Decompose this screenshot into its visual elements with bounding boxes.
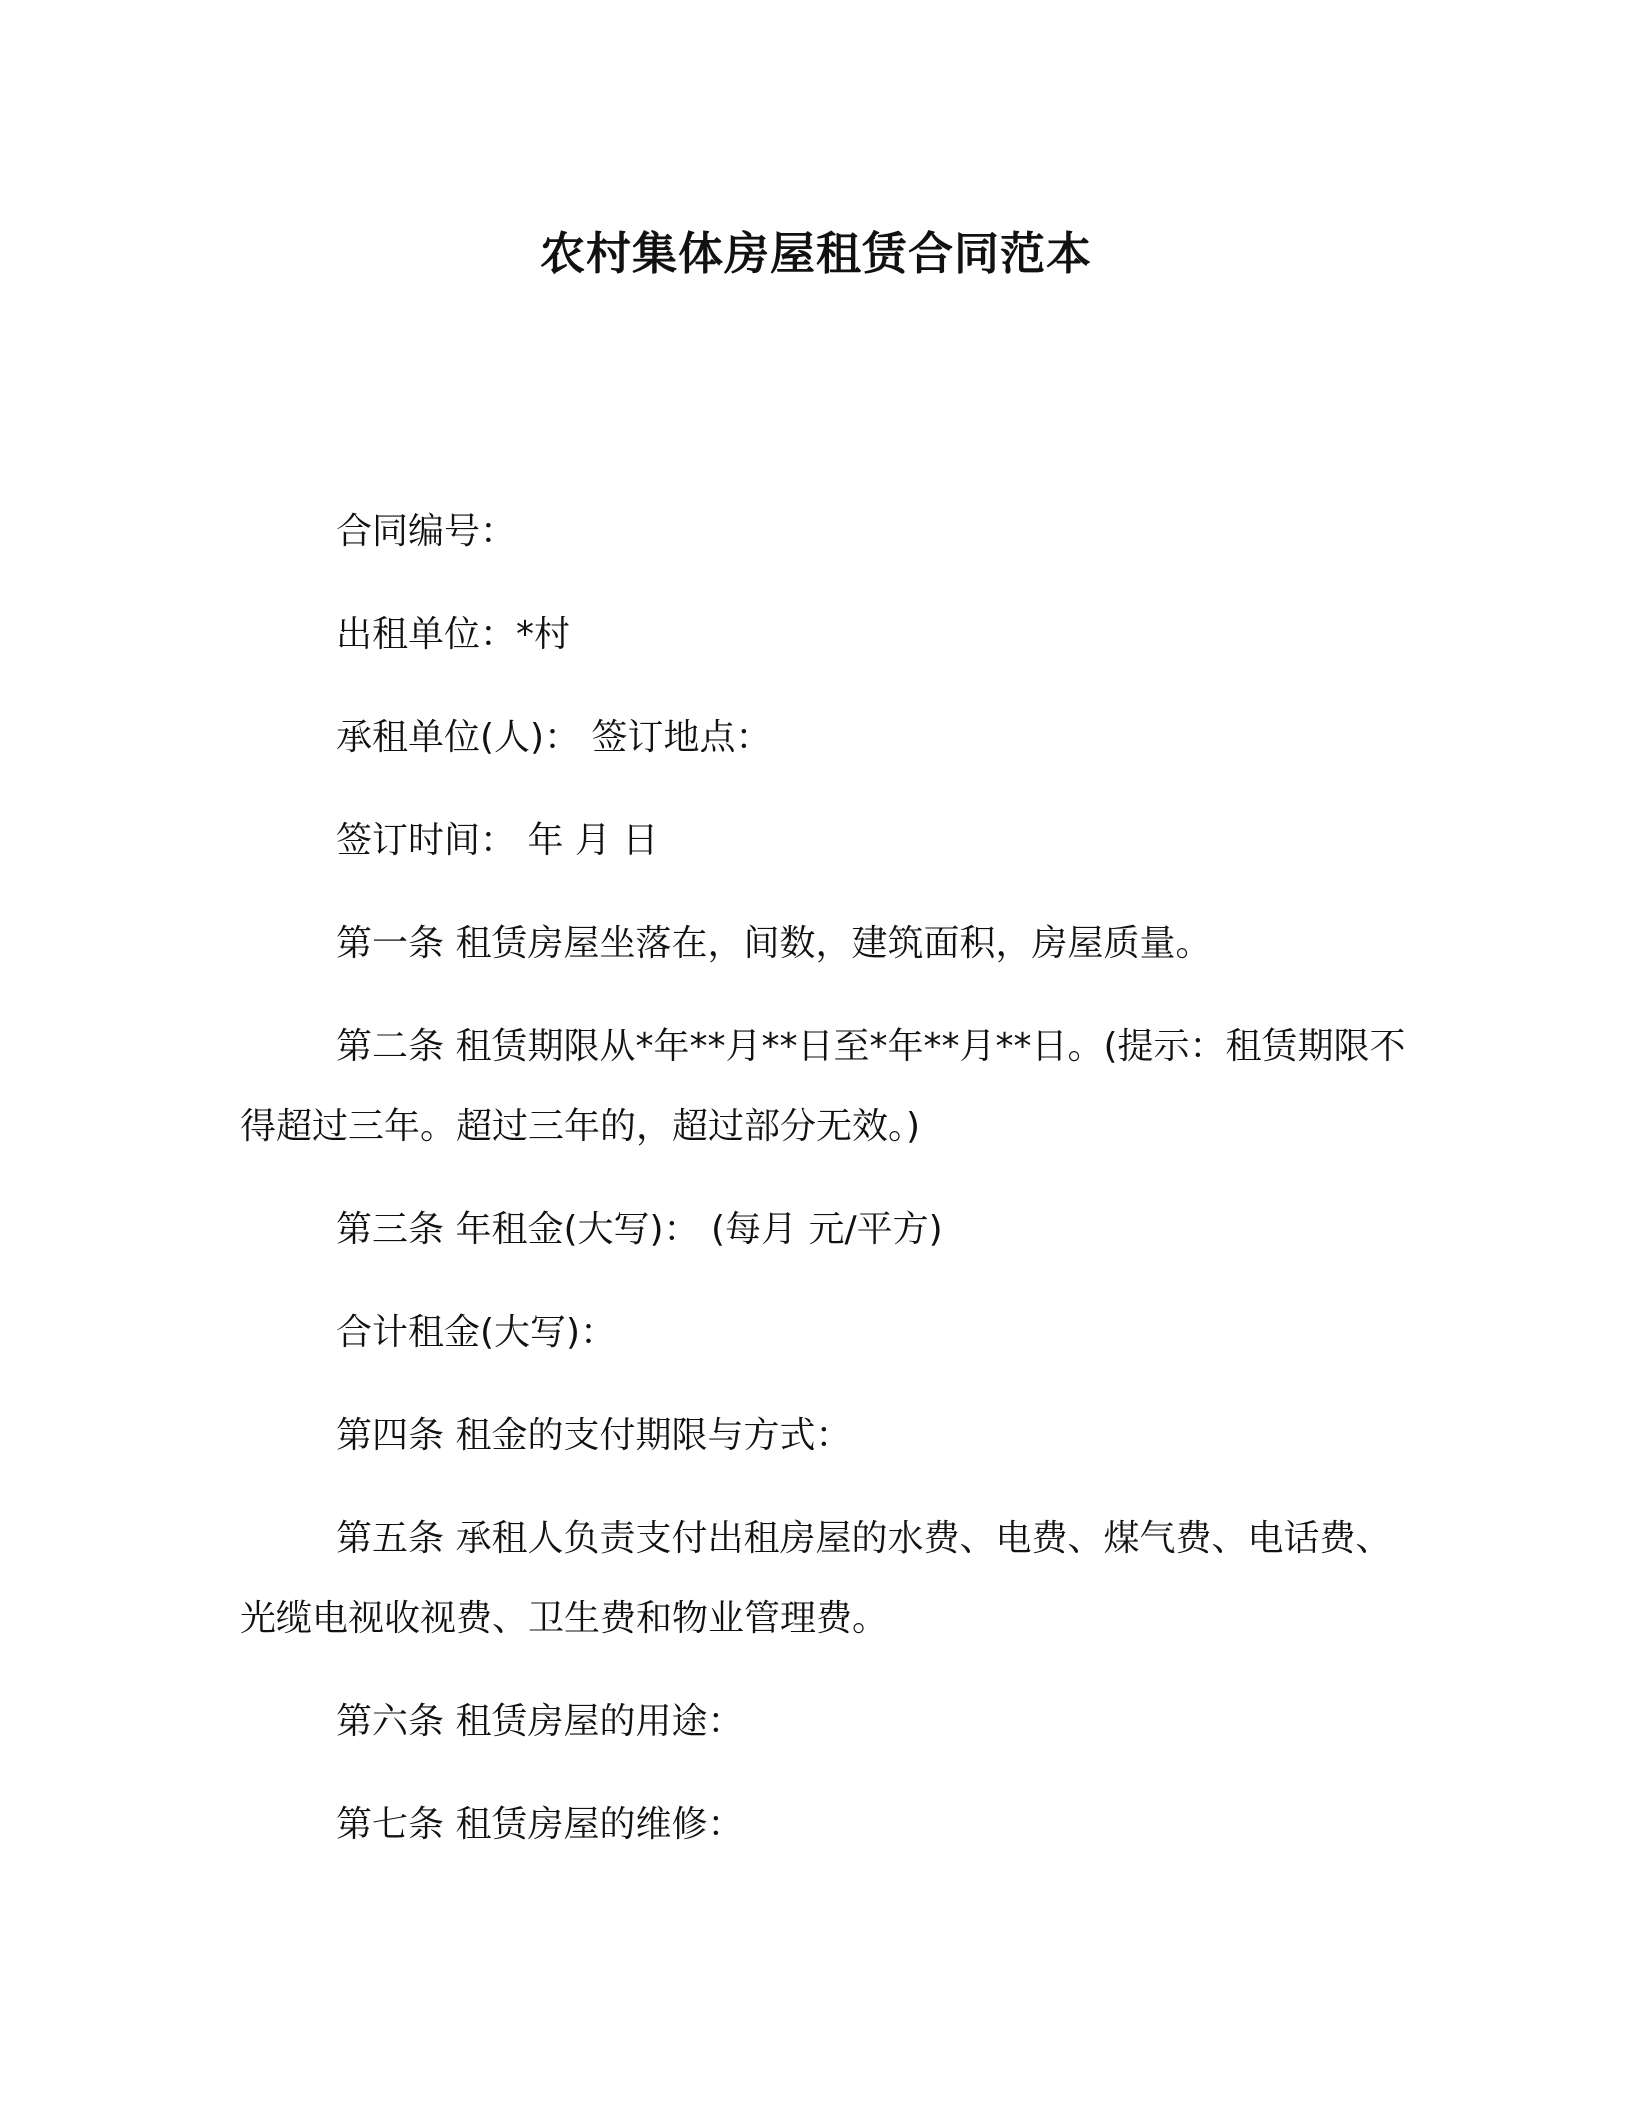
lessee-and-place-line: 承租单位(人)： 签订地点：: [336, 717, 772, 758]
article-1: 第一条 租赁房屋坐落在，间数，建筑面积，房屋质量。: [336, 923, 1212, 964]
article-3: 第三条 年租金(大写)： (每月 元/平方): [336, 1209, 943, 1250]
article-7: 第七条 租赁房屋的维修：: [336, 1804, 744, 1845]
document-title: 农村集体房屋租赁合同范本: [539, 227, 1092, 280]
article-5: 第五条 承租人负责支付出租房屋的水费、电费、煤气费、电话费、光缆电视收视费、卫生费和物业管理费。: [240, 1518, 1392, 1639]
contract-number-line: 合同编号：: [336, 511, 517, 552]
signing-date-line: 签订时间： 年 月 日: [336, 820, 659, 861]
article-4: 第四条 租金的支付期限与方式：: [336, 1415, 852, 1456]
article-6: 第六条 租赁房屋的用途：: [336, 1701, 744, 1742]
total-rent-line: 合计租金(大写)：: [336, 1312, 617, 1353]
document-body: [240, 492, 1410, 1888]
article-2: 第二条 租赁期限从*年**月**日至*年**月**日。(提示：租赁期限不得超过三年。超过三年的，超过部分无效。): [240, 1026, 1406, 1147]
lessor-line: 出租单位：*村: [336, 614, 571, 655]
